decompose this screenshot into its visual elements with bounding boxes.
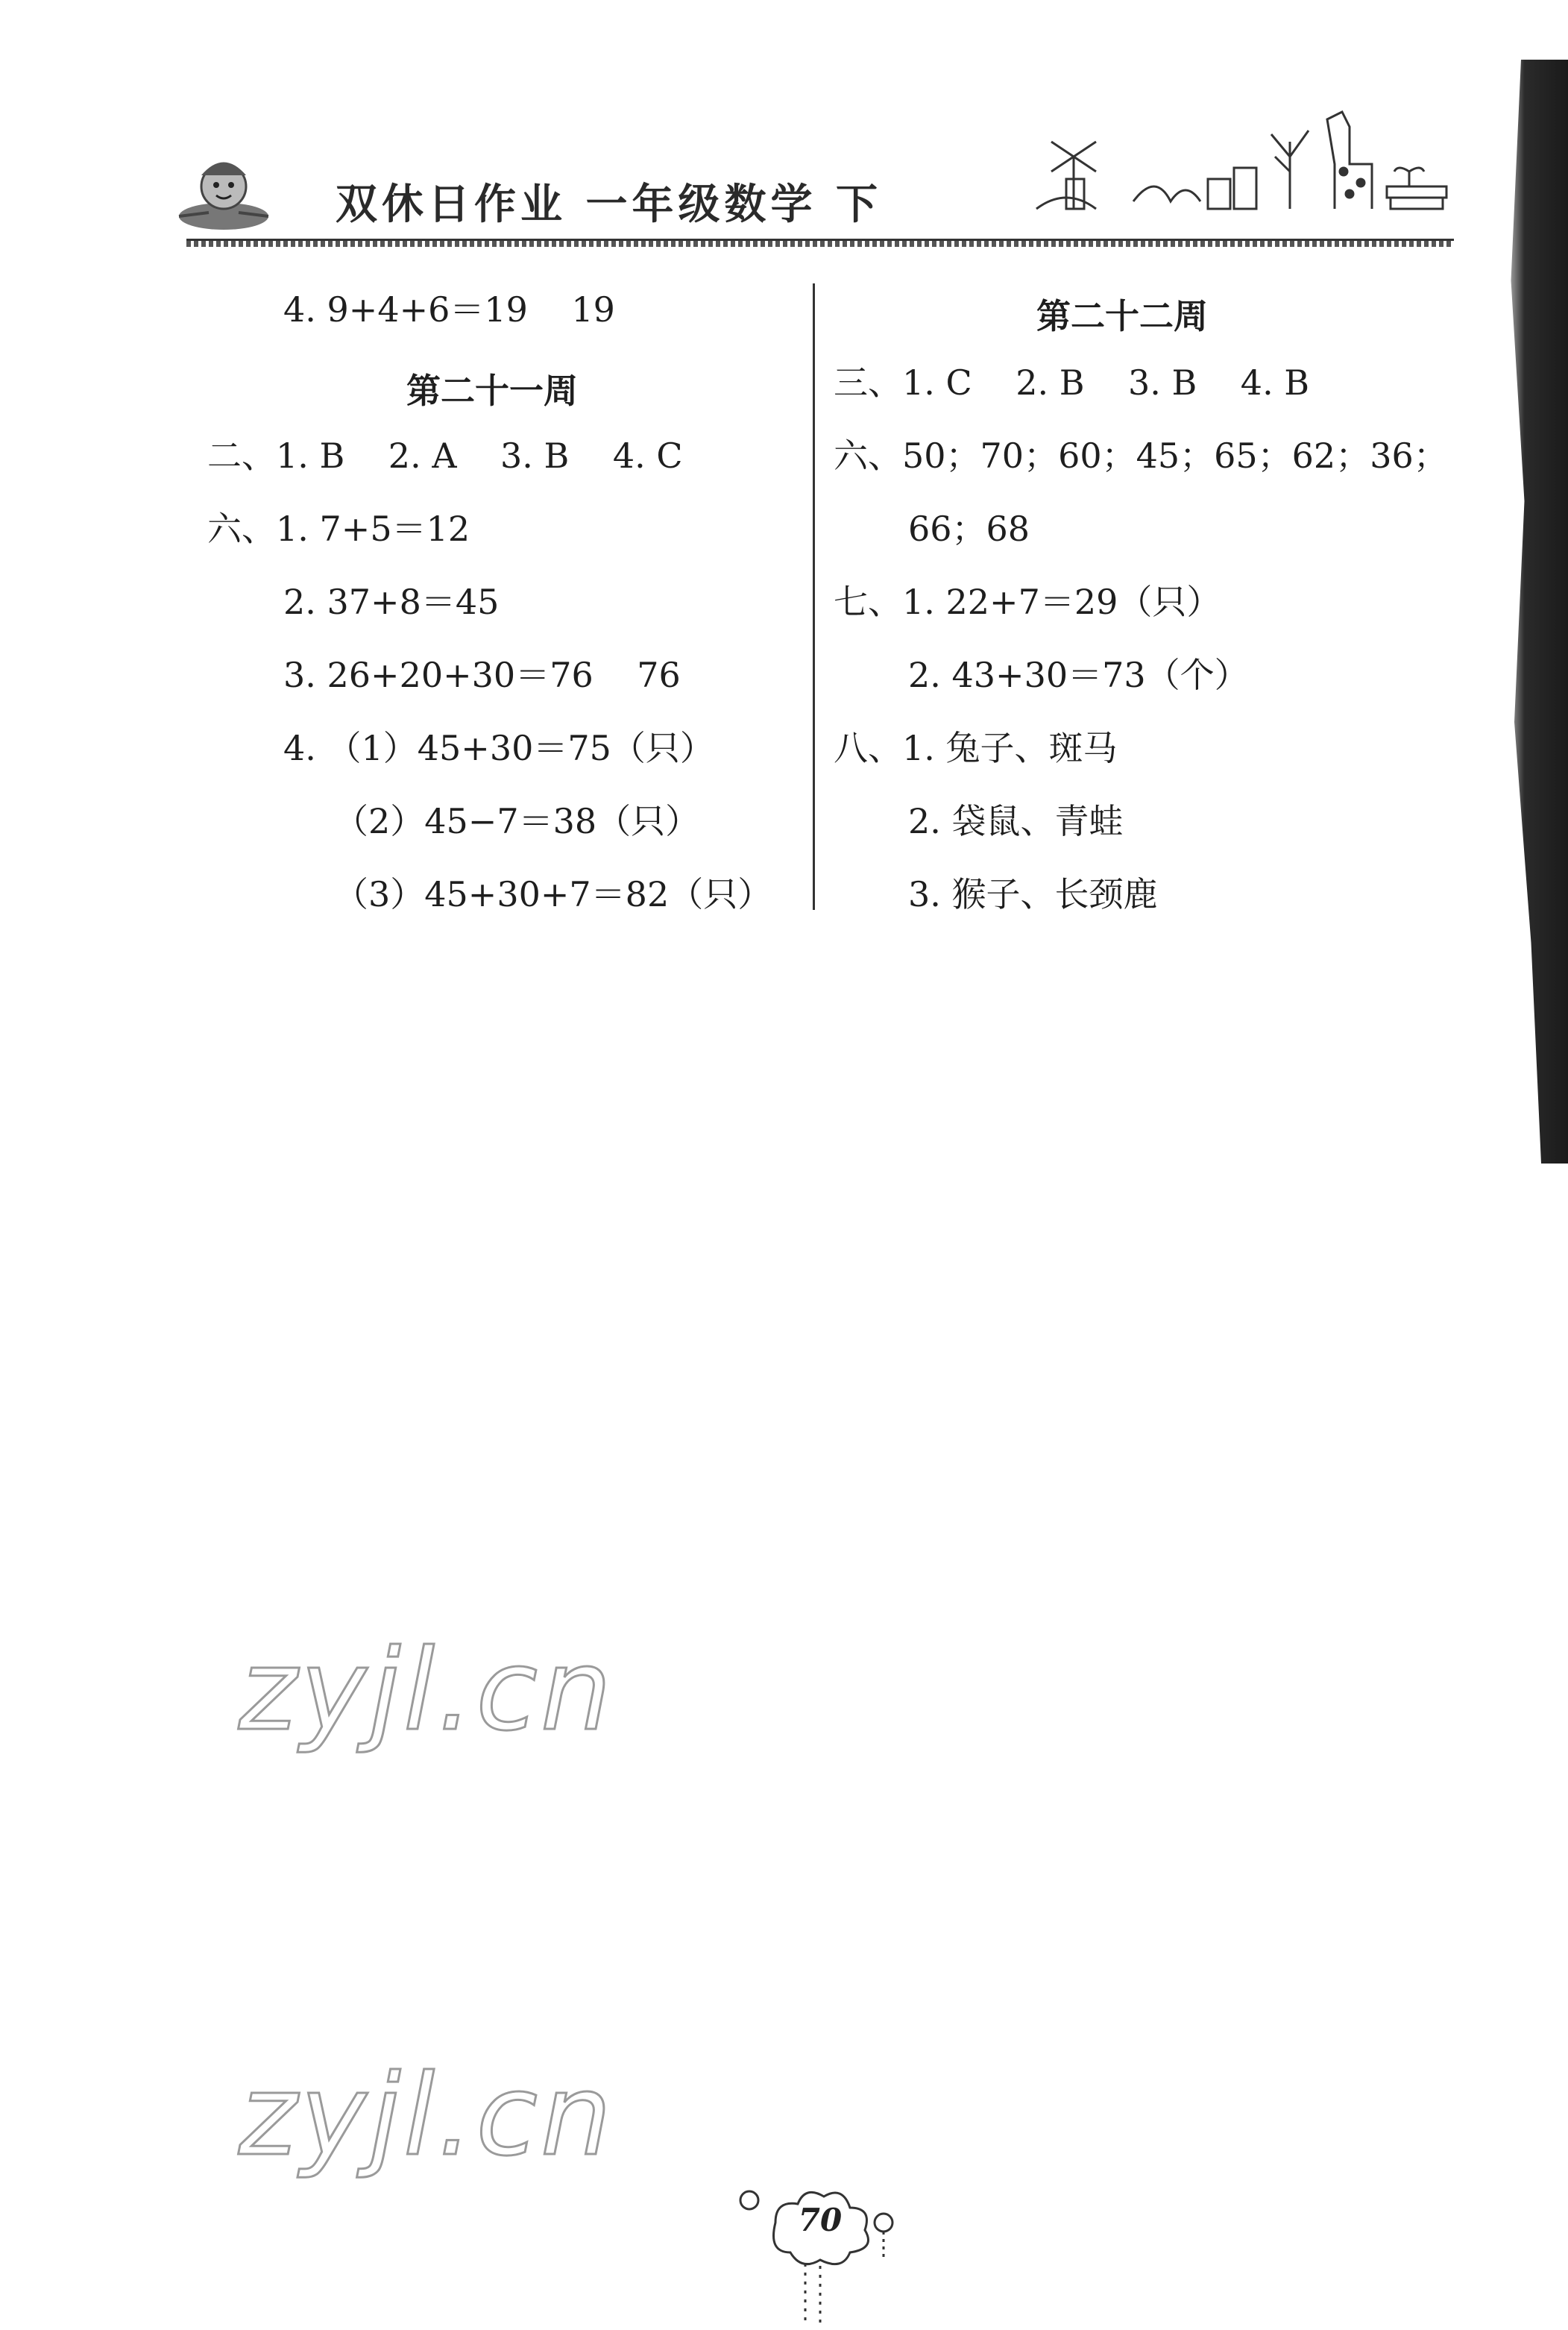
header-title: 双休日作业 一年级数学 下 [336, 180, 882, 229]
week22-title: 第二十二周 [1036, 296, 1208, 336]
answer-line: （3）45+30+7＝82（只） [334, 874, 772, 914]
answer-line: 4. 9+4+6＝19 19 [283, 289, 615, 330]
answer-line: 4. （1）45+30＝75（只） [283, 728, 714, 768]
page-number: 70 [798, 2202, 843, 2238]
answer-line: 2. 37+8＝45 [283, 582, 500, 622]
answer-line: 六、50；70；60；45；65；62；36； [834, 436, 1448, 476]
pilot-girl-illustration [164, 142, 283, 246]
answer-line: 八、1. 兔子、斑马 [834, 728, 1118, 768]
answer-line: 二、1. B 2. A 3. B 4. C [207, 436, 683, 476]
flower-cloud-icon [731, 2178, 910, 2327]
town-giraffe-illustration [1021, 97, 1454, 239]
page-number-badge [731, 2178, 910, 2327]
watermark: zyjl.cn [239, 2051, 615, 2181]
answer-line: 3. 26+20+30＝76 76 [283, 655, 681, 695]
answer-line: 七、1. 22+7＝29（只） [834, 582, 1221, 622]
column-divider [813, 283, 815, 910]
answer-line: 3. 猴子、长颈鹿 [908, 874, 1158, 914]
page-header [186, 157, 1454, 254]
answer-line: 66；68 [908, 509, 1030, 549]
answer-line: 三、1. C 2. B 3. B 4. B [834, 362, 1310, 403]
week21-title: 第二十一周 [406, 371, 578, 411]
answer-line: （2）45−7＝38（只） [334, 801, 700, 841]
watermark: zyjl.cn [239, 1626, 615, 1756]
answer-line: 六、1. 7+5＝12 [207, 509, 470, 549]
page-edge-shadow [1501, 60, 1568, 1164]
answer-line: 2. 袋鼠、青蛙 [908, 801, 1124, 841]
answer-line: 2. 43+30＝73（个） [908, 655, 1249, 695]
header-divider [186, 239, 1454, 247]
